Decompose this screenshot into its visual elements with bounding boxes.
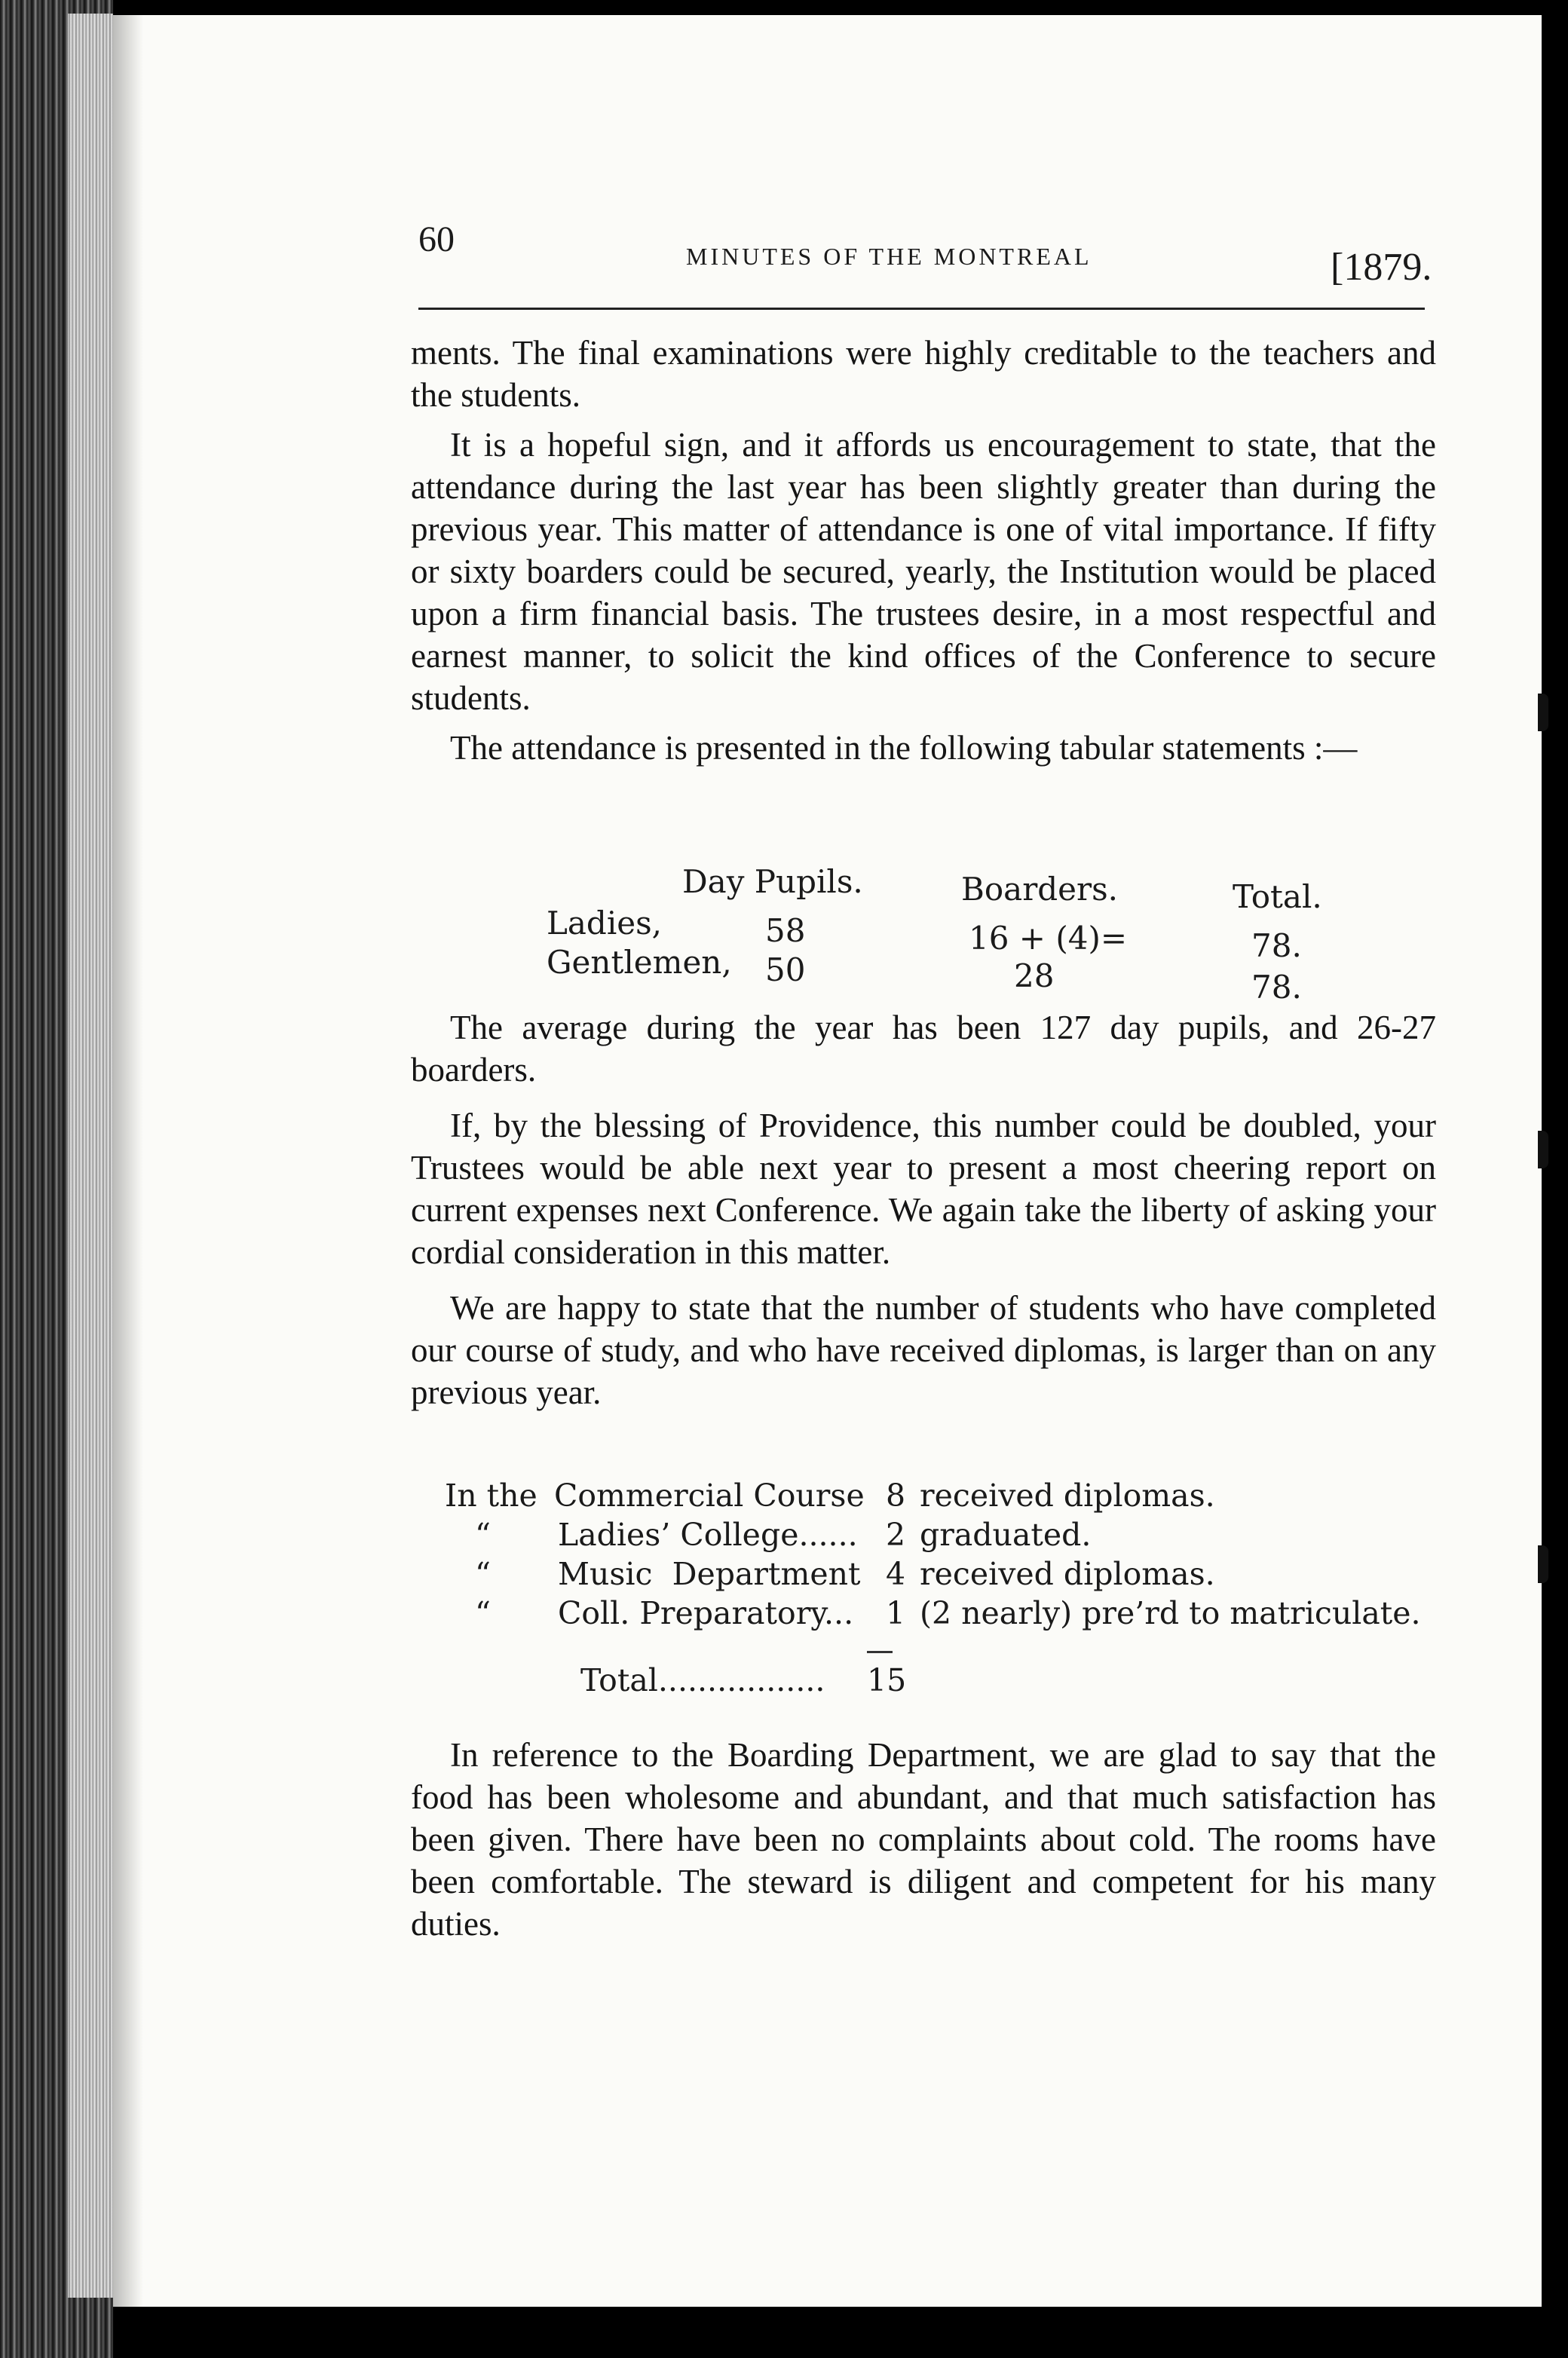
paragraph: ments. The final examinations were highly creditable to the teachers and the students.	[411, 334, 1436, 414]
total-rule	[867, 1651, 893, 1653]
list-prefix: “	[475, 1595, 491, 1631]
table-cell-day: 58	[765, 912, 806, 949]
paragraph: It is a hopeful sign, and it affords us encouragement to state, that the attendance during the last year has been slightly greater than during the previous year. This matter of attendance is one of vital importance. If fifty or sixty boarders could be secured, yearly, the Institution would be placed upon a firm financial basis. The trustees desire, in a most respectful and earnest manner, to solicit the kind offices of the Conference to secure students.	[411, 426, 1436, 717]
page-stack-edges	[68, 14, 113, 2298]
table-row-label: Ladies,	[547, 905, 663, 942]
list-count: 1	[886, 1595, 906, 1631]
paragraph: In reference to the Boarding Department, we are glad to say that the food has been wholesome and abundant, and that much satisfaction has been given. There have been no complaints about cold. The rooms have been comfortable. The steward is diligent and competent for his many duties.	[411, 1736, 1436, 1943]
table-cell-total: 78.	[1251, 969, 1302, 1006]
spine-shadow	[113, 15, 143, 2307]
list-course: Music Department	[558, 1556, 861, 1592]
table-header-total: Total.	[1233, 878, 1322, 915]
scan-right-edge	[1542, 0, 1568, 2358]
paragraph: If, by the blessing of Providence, this number could be doubled, your Trustees would be able next year to present a most cheering report on current expenses next Conference. We again take the liberty of asking your cordial consideration in this matter.	[411, 1107, 1436, 1271]
year-label: [1879.	[1331, 246, 1432, 289]
running-head: MINUTES OF THE MONTREAL	[686, 243, 1092, 270]
table-header-boarders: Boarders.	[961, 871, 1118, 908]
list-course: Ladies’ College......	[558, 1517, 858, 1553]
paragraph: The attendance is presented in the following tabular statements :—	[450, 729, 1358, 767]
paragraph: We are happy to state that the number of students who have completed our course of study, and who have received diplomas, is larger than on any previous year.	[411, 1289, 1436, 1411]
body-text-middle	[411, 1006, 1436, 1413]
page-number: 60	[418, 219, 455, 259]
table-cell-boarders: 28	[1014, 957, 1055, 994]
list-course: Commercial Course	[554, 1478, 865, 1514]
body-text-top	[411, 332, 1436, 769]
list-count: 8	[886, 1478, 906, 1514]
list-total-value: 15	[867, 1662, 907, 1698]
list-course: Coll. Preparatory...	[558, 1595, 854, 1631]
table-header-day-pupils: Day Pupils.	[682, 863, 863, 900]
list-count: 2	[886, 1517, 906, 1553]
list-total-label: Total.................	[580, 1662, 825, 1698]
page-tab-mark	[1538, 694, 1548, 731]
paragraph: The average during the year has been 127 day pupils, and 26-27 boarders.	[411, 1009, 1436, 1089]
body-text-bottom	[411, 1734, 1436, 1945]
header-rule	[418, 308, 1425, 310]
table-cell-total: 78.	[1251, 927, 1302, 964]
page-tab-mark	[1538, 1131, 1548, 1168]
list-result: received diplomas.	[920, 1556, 1215, 1592]
list-result: (2 nearly) pre’rd to matriculate.	[920, 1595, 1421, 1631]
list-prefix: “	[475, 1517, 491, 1553]
list-result: graduated.	[920, 1517, 1092, 1553]
page-tab-mark	[1538, 1545, 1548, 1583]
list-prefix: “	[475, 1556, 491, 1592]
list-result: received diplomas.	[920, 1478, 1215, 1514]
table-row-label: Gentlemen,	[547, 944, 732, 981]
table-cell-boarders: 16 + (4)=	[969, 920, 1128, 957]
list-count: 4	[886, 1556, 906, 1592]
table-cell-day: 50	[765, 951, 806, 988]
list-prefix: In the	[445, 1478, 537, 1514]
